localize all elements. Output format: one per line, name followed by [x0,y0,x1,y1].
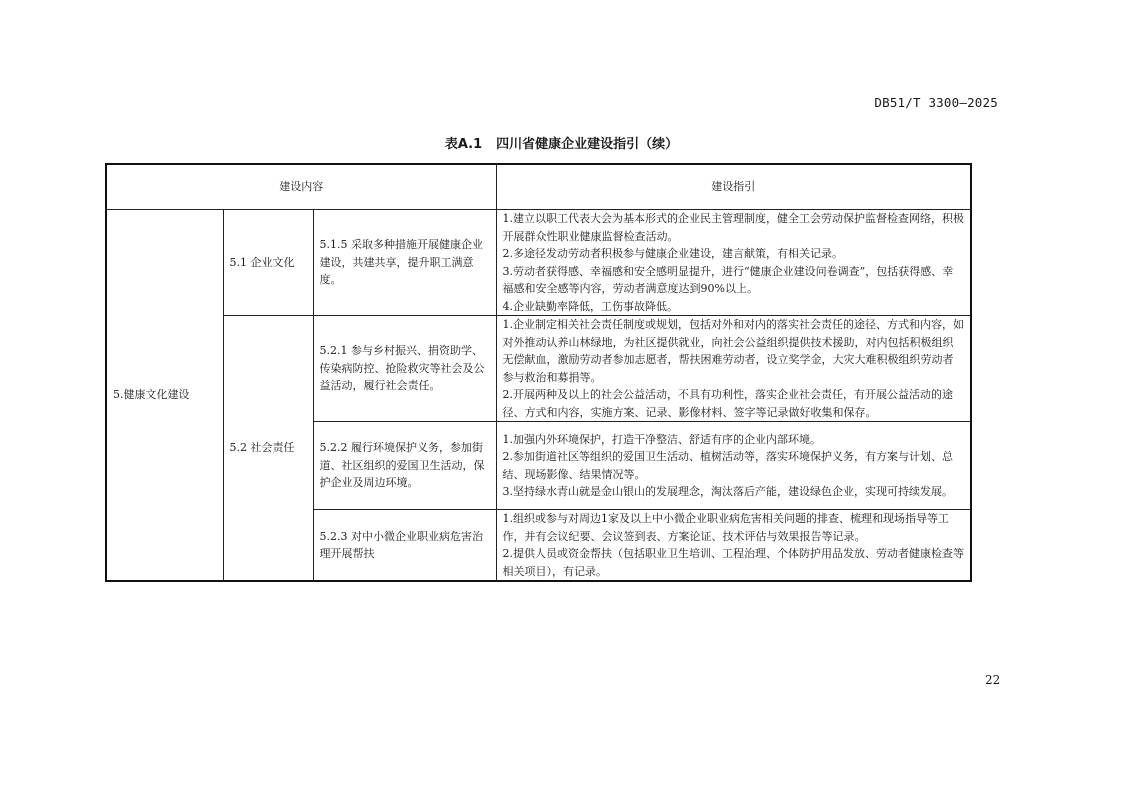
guide-line: 2.多途径发动劳动者积极参与健康企业建设，建言献策，有相关记录。 [502,247,844,260]
item-cell: 5.1.5 采取多种措施开展健康企业建设，共建共享，提升职工满意度。 [313,210,496,316]
guide-line: 3.劳动者获得感、幸福感和安全感明显提升，进行“健康企业建设问卷调查”，包括获得感、幸福感和安全感等内容，劳动者满意度达到90%以上。 [502,264,954,295]
section-cell: 5.2 社会责任 [223,316,313,582]
category-cell: 5.健康文化建设 [106,210,223,582]
document-code: DB51/T 3300—2025 [874,95,998,110]
guide-cell [496,422,971,510]
item-cell: 5.2.3 对中小微企业职业病危害治理开展帮扶 [313,510,496,582]
item-cell: 5.2.1 参与乡村振兴、捐资助学、传染病防控、抢险救灾等社会及公益活动，履行社会责任。 [313,316,496,422]
guide-line: 1.加强内外环境保护，打造干净整洁、舒适有序的企业内部环境。 [502,432,822,446]
page-number: 22 [985,673,1001,687]
table-header-row [106,164,971,210]
guide-line: 2.开展两种及以上的社会公益活动，不具有功利性，落实企业社会责任，有开展公益活动的途径、方式和内容，实施方案、记录、影像材料、签字等记录做好收集和保存。 [502,388,954,419]
header-content: 建设内容 [106,164,496,210]
guide-cell [496,316,971,422]
guide-table [105,163,972,582]
guide-line: 2.参加街道社区等组织的爱国卫生活动、植树活动等，落实环境保护义务，有方案与计划、总结、现场影像、结果情况等。 [502,450,954,481]
item-cell: 5.2.2 履行环境保护义务，参加街道、社区组织的爱国卫生活动，保护企业及周边环境。 [313,422,496,510]
guide-line: 2.提供人员或资金帮扶（包括职业卫生培训、工程治理、个体防护用品发放、劳动者健康检查等相关项目），有记录。 [502,547,965,578]
guide-cell [496,210,971,316]
guide-line: 1.建立以职工代表大会为基本形式的企业民主管理制度，健全工会劳动保护监督检查网络，积极开展群众性职业健康监督检查活动。 [502,212,965,243]
guide-line: 1.企业制定相关社会责任制度或规划，包括对外和对内的落实社会责任的途径、方式和内容，如对外推动认养山林绿地，为社区提供就业，向社会公益组织提供技术援助，对内包括积极组织无偿献血，激励劳动者参加志愿者，帮扶困难劳动者，设立奖学金，大灾大难积极组织劳动者参与救治和募捐等。 [502,318,965,384]
section-cell: 5.1 企业文化 [223,210,313,316]
header-guide: 建设指引 [496,164,971,210]
table-row [106,316,971,422]
table-title [0,133,1123,152]
guide-line: 1.组织或参与对周边1家及以上中小微企业职业病危害相关问题的排查、梳理和现场指导等工作，并有会议纪要、会议签到表、方案论证、技术评估与效果报告等记录。 [502,512,950,543]
table-row [106,210,971,316]
table-title-text: 四川省健康企业建设指引（续） [496,137,679,152]
guide-cell [496,510,971,582]
guide-line: 4.企业缺勤率降低，工伤事故降低。 [502,299,679,313]
guide-line: 3.坚持绿水青山就是金山银山的发展理念，淘汰落后产能，建设绿色企业，实现可持续发展。 [502,485,954,498]
table-number: 表A.1 [444,137,483,152]
